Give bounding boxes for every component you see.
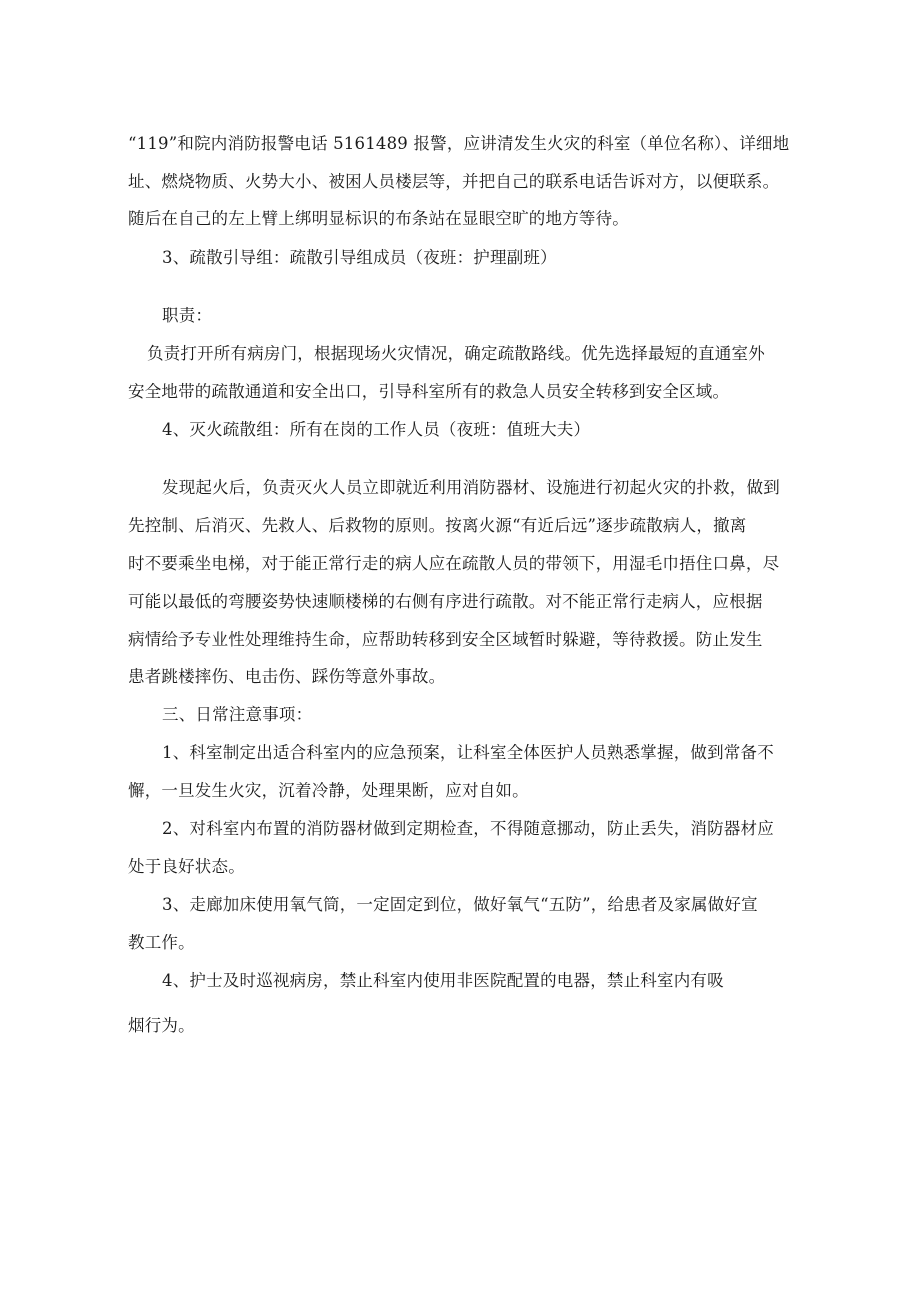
section-heading-evacuation-guide: 3、疏散引导组：疏散引导组成员（夜班：护理副班） bbox=[162, 248, 557, 267]
duties-label: 职责： bbox=[162, 306, 213, 325]
text-line: 时不要乘坐电梯，对于能正常行走的病人应在疏散人员的带领下，用湿毛巾捂住口鼻，尽 bbox=[128, 554, 780, 573]
section-heading-firefighting: 4、灭火疏散组：所有在岗的工作人员（夜班：值班大夫） bbox=[162, 420, 591, 439]
text-line: 2、对科室内布置的消防器材做到定期检查，不得随意挪动，防止丢失，消防器材应 bbox=[162, 819, 774, 838]
text-line: 病情给予专业性处理维持生命，应帮助转移到安全区域暂时躲避，等待救援。防止发生 bbox=[128, 630, 763, 649]
text-line: 可能以最低的弯腰姿势快速顺楼梯的右侧有序进行疏散。对不能正常行走病人，应根据 bbox=[128, 592, 763, 611]
text-line: 3、走廊加床使用氧气筒，一定固定到位，做好氧气“五防”，给患者及家属做好宣 bbox=[162, 895, 758, 914]
text-line: 发现起火后，负责灭火人员立即就近利用消防器材、设施进行初起火灾的扑救，做到 bbox=[162, 478, 780, 497]
text-line: 先控制、后消灭、先救人、后救物的原则。按离火源“有近后远”逐步疏散病人，撤离 bbox=[128, 516, 747, 535]
text-line: 1、科室制定出适合科室内的应急预案，让科室全体医护人员熟悉掌握，做到常备不 bbox=[162, 743, 774, 762]
text-line: “119”和院内消防报警电话 5161489 报警，应讲清发生火灾的科室（单位名称）、详细地 bbox=[128, 134, 790, 153]
text-line: 懈，一旦发生火灾，沉着冷静，处理果断，应对自如。 bbox=[128, 781, 529, 800]
text-line: 址、燃烧物质、火势大小、被困人员楼层等，并把自己的联系电话告诉对方，以便联系。 bbox=[128, 172, 780, 191]
text-line: 安全地带的疏散通道和安全出口，引导科室所有的救急人员安全转移到安全区域。 bbox=[128, 382, 730, 401]
text-line: 烟行为。 bbox=[128, 1016, 195, 1035]
text-line: 随后在自己的左上臂上绑明显标识的布条站在显眼空旷的地方等待。 bbox=[128, 209, 629, 228]
text-line: 患者跳楼摔伤、电击伤、踩伤等意外事故。 bbox=[128, 667, 446, 686]
text-line: 4、护士及时巡视病房，禁止科室内使用非医院配置的电器，禁止科室内有吸 bbox=[162, 971, 724, 990]
text-line: 教工作。 bbox=[128, 933, 195, 952]
section-heading-daily-notes: 三、日常注意事项： bbox=[162, 705, 313, 724]
text-line: 处于良好状态。 bbox=[128, 857, 245, 876]
text-line: 负责打开所有病房门，根据现场火灾情况，确定疏散路线。优先选择最短的直通室外 bbox=[147, 344, 765, 363]
